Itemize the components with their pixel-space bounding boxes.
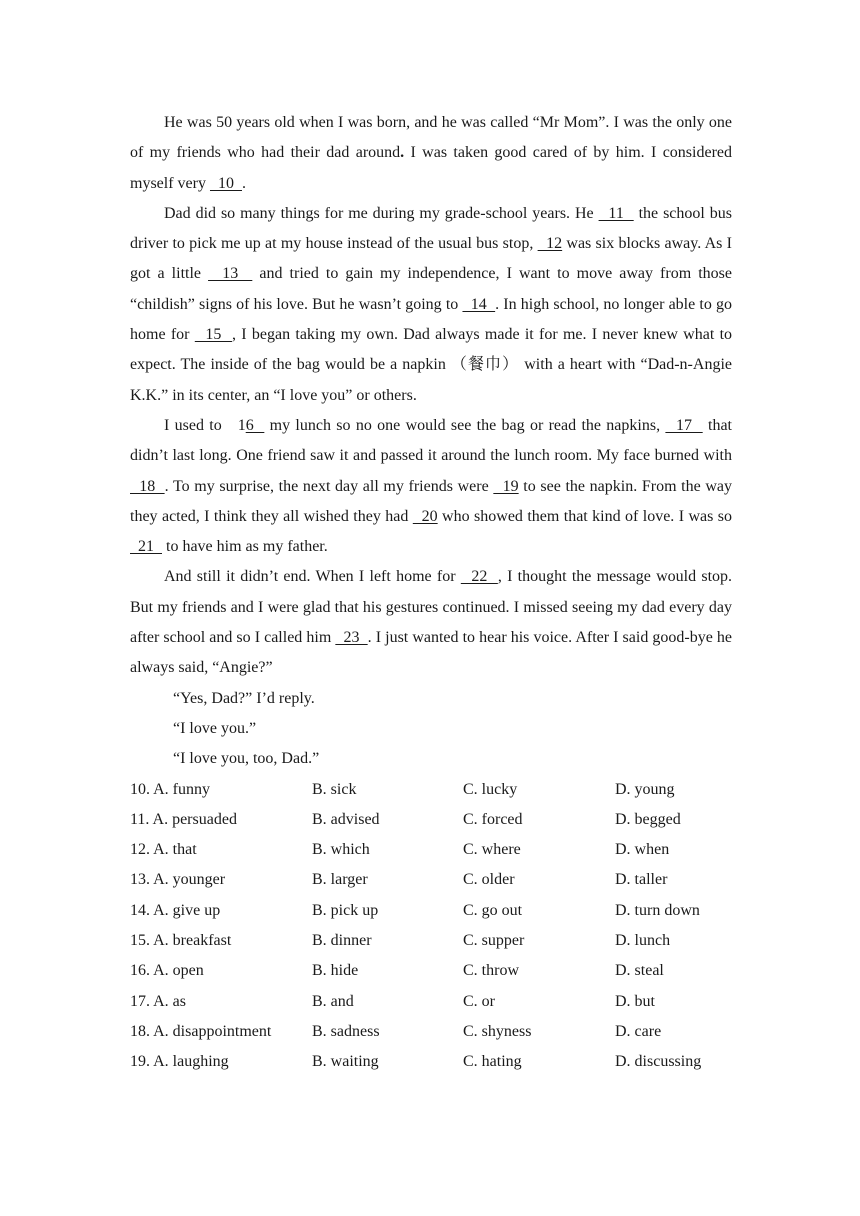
option-cell: D. discussing	[615, 1053, 702, 1071]
option-cell: C. hating	[463, 1053, 522, 1071]
blank-22: 22	[460, 568, 498, 586]
option-cell: 19. A. laughing	[130, 1053, 229, 1071]
option-cell: B. sick	[312, 780, 357, 798]
option-cell: C. throw	[463, 962, 519, 980]
text: my lunch so no one would see the bag or read the napkins,	[264, 416, 666, 434]
option-cell: 14. A. give up	[130, 901, 221, 919]
options-table	[130, 775, 732, 1078]
option-row	[130, 1017, 732, 1047]
option-row	[130, 956, 732, 986]
text: I was taken good cared of by him. I considered myself very	[130, 144, 732, 192]
option-cell: D. young	[615, 780, 675, 798]
blank-12: 12	[537, 235, 563, 253]
option-row	[130, 896, 732, 926]
document-body	[130, 108, 732, 1078]
blank-15: 15	[194, 326, 232, 344]
text: who showed them that kind of love. I was so	[437, 507, 733, 525]
option-cell: C. older	[463, 871, 515, 889]
text: to have him as my father.	[162, 538, 328, 556]
text: to see the napkin. From the way they acted, I think they all wished they had	[130, 477, 733, 525]
dialog-line: “Yes, Dad?” I’d reply.	[173, 689, 315, 707]
option-cell: D. but	[615, 992, 655, 1010]
blank-21: 21	[130, 538, 162, 556]
option-cell: D. care	[615, 1022, 662, 1040]
dialog-line: “I love you.”	[173, 719, 257, 737]
blank-13: 13	[208, 265, 253, 283]
option-row	[130, 805, 732, 835]
blank-18: 18	[130, 477, 165, 495]
text: . To my surprise, the next day all my friends were	[164, 477, 494, 495]
option-row	[130, 835, 732, 865]
text: the school bus driver to pick me up at my house instead of the usual bus stop,	[130, 204, 733, 253]
option-cell: 11. A. persuaded	[130, 810, 237, 828]
option-cell: C. or	[463, 992, 495, 1010]
option-cell: D. taller	[615, 871, 668, 889]
text: I used to 1	[164, 416, 246, 434]
option-cell: 18. A. disappointment	[130, 1022, 272, 1040]
paragraph-2	[130, 199, 732, 411]
blank-23: 23	[335, 629, 368, 647]
text: And still it didn’t end. When I left home for	[164, 568, 461, 586]
paragraph-1	[130, 108, 732, 199]
text: He was 50 years old when I was born, and he was called “Mr Mom”. I was the only one of my friends who had their dad around	[130, 114, 732, 162]
option-cell: D. lunch	[615, 932, 671, 950]
text: that didn’t last long. One friend saw it and passed it around the lunch room. My face burned with	[130, 416, 732, 465]
option-cell: B. which	[312, 841, 370, 859]
option-cell: B. sadness	[312, 1022, 380, 1040]
text: , I began taking my own. Dad always made it for me. I never knew what to expect. The inside of the bag would be a napkin （餐巾） with a heart with “Dad-n-Angie K.K.” in its center, an “I love you” or others.	[130, 326, 733, 404]
option-cell: B. pick up	[312, 901, 379, 919]
option-cell: C. supper	[463, 932, 525, 950]
option-row	[130, 987, 732, 1017]
option-row	[130, 775, 732, 805]
option-cell: B. and	[312, 992, 354, 1010]
text: was six blocks away. As I got a little	[130, 235, 732, 283]
option-cell: 16. A. open	[130, 962, 204, 980]
option-row	[130, 926, 732, 956]
option-cell: C. go out	[463, 901, 523, 919]
option-cell: C. forced	[463, 810, 523, 828]
options-body	[130, 775, 732, 1078]
option-row	[130, 865, 732, 895]
option-cell: 12. A. that	[130, 841, 197, 859]
option-cell: D. turn down	[615, 901, 700, 919]
text: , I thought the message would stop. But my friends and I were glad that his gestures continued. I missed seeing my dad every day after school and so I called him	[130, 568, 733, 647]
option-cell: B. hide	[312, 962, 359, 980]
text: . In high school, no longer able to go home for	[130, 295, 732, 344]
option-cell: C. shyness	[463, 1022, 532, 1040]
text: .	[400, 144, 405, 162]
option-cell: 15. A. breakfast	[130, 932, 232, 950]
paragraph-3	[130, 411, 732, 562]
option-cell: B. waiting	[312, 1053, 379, 1071]
option-cell: D. steal	[615, 962, 664, 980]
blank-20: 20	[412, 507, 438, 525]
text: Dad did so many things for me during my grade-school years. He	[164, 204, 599, 222]
text: and tried to gain my independence, I want to move away from those “childish” signs of his love. But he wasn’t going to	[130, 265, 732, 313]
option-row	[130, 1047, 732, 1077]
blank-16: 6	[245, 416, 265, 434]
dialog-line: “I love you, too, Dad.”	[173, 750, 320, 768]
option-cell: 13. A. younger	[130, 871, 226, 889]
option-cell: C. lucky	[463, 780, 518, 798]
option-cell: B. advised	[312, 810, 380, 828]
blank-14: 14	[462, 295, 496, 313]
text: .	[241, 174, 246, 192]
option-cell: D. begged	[615, 810, 681, 828]
option-cell: B. larger	[312, 871, 368, 889]
blank-10: 10	[209, 174, 242, 192]
blank-17: 17	[665, 416, 703, 434]
paragraph-4	[130, 562, 732, 683]
option-cell: 10. A. funny	[130, 780, 210, 798]
text: . I just wanted to hear his voice. After I said good-bye he always said, “Angie?”	[130, 629, 733, 677]
option-cell: 17. A. as	[130, 992, 186, 1010]
option-cell: D. when	[615, 841, 670, 859]
option-cell: B. dinner	[312, 932, 372, 950]
option-cell: C. where	[463, 841, 521, 859]
blank-19: 19	[493, 477, 519, 495]
blank-11: 11	[598, 204, 634, 222]
